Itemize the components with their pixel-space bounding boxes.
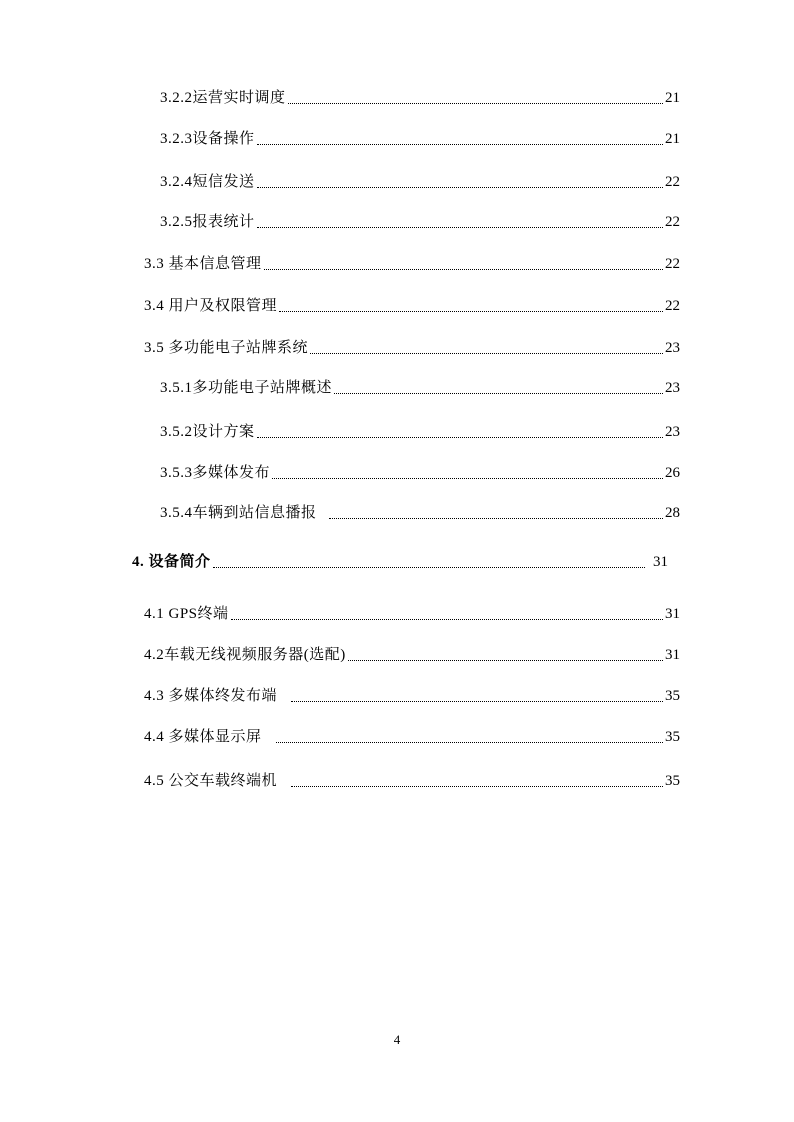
toc-leader-dots: [257, 436, 663, 438]
toc-leader-dots: [291, 700, 663, 702]
toc-entry-label: 3.2.3设备操作: [160, 131, 255, 147]
toc-entry-label: 3.5.2设计方案: [160, 424, 255, 440]
toc-entry-4-3[interactable]: [144, 686, 680, 706]
toc-entry-3-2-5[interactable]: [160, 212, 680, 232]
toc-entry-3-5[interactable]: [144, 338, 680, 358]
toc-entry-label: 4.5 公交车载终端机: [144, 773, 278, 789]
toc-leader-dots: [334, 392, 663, 394]
toc-entry-page: 21: [665, 90, 680, 106]
toc-entry-4-2[interactable]: [144, 645, 680, 665]
toc-entry-label: 3.2.2运营实时调度: [160, 90, 286, 106]
toc-entry-page: 35: [665, 729, 680, 745]
toc-leader-dots: [231, 618, 663, 620]
toc-leader-dots: [276, 741, 663, 743]
toc-leader-dots: [257, 226, 663, 228]
toc-entry-3-5-2[interactable]: [160, 422, 680, 442]
toc-entry-label: 3.4 用户及权限管理: [144, 298, 278, 314]
toc-entry-page: 26: [665, 465, 680, 481]
toc-entry-page: 28: [665, 505, 680, 521]
toc-entry-label: 3.2.5报表统计: [160, 214, 255, 230]
toc-leader-dots: [213, 566, 645, 568]
toc-entry-3-3[interactable]: [144, 254, 680, 274]
toc-entry-page: 31: [665, 606, 680, 622]
toc-entry-label: 3.5.3多媒体发布: [160, 465, 271, 481]
toc-entry-label: 4.2车载无线视频服务器(选配): [144, 647, 346, 663]
toc-entry-label: 4. 设备简介: [132, 554, 211, 570]
page-number: 4: [393, 1032, 401, 1047]
toc-entry-4[interactable]: [132, 552, 668, 572]
toc-entry-label: 4.1 GPS终端: [144, 606, 229, 622]
toc-entry-page: 22: [665, 214, 680, 230]
toc-entry-page: 31: [665, 647, 680, 663]
toc-leader-dots: [257, 186, 663, 188]
toc-entry-3-5-4[interactable]: [160, 503, 680, 523]
toc-entry-label: 4.4 多媒体显示屏: [144, 729, 262, 745]
toc-entry-3-5-3[interactable]: [160, 463, 680, 483]
toc-leader-dots: [288, 102, 663, 104]
toc-leader-dots: [272, 477, 663, 479]
toc-entry-page: 35: [665, 773, 680, 789]
toc-leader-dots: [279, 310, 663, 312]
toc-entry-label: 3.3 基本信息管理: [144, 256, 262, 272]
toc-entry-page: 35: [665, 688, 680, 704]
toc-entry-4-4[interactable]: [144, 727, 680, 747]
toc-entry-label: 3.5 多功能电子站牌系统: [144, 340, 309, 356]
toc-entry-label: 3.5.4车辆到站信息播报: [160, 505, 317, 521]
toc-entry-label: 3.2.4短信发送: [160, 174, 255, 190]
toc-entry-label: 4.3 多媒体终发布端: [144, 688, 278, 704]
toc-leader-dots: [257, 143, 663, 145]
toc-leader-dots: [264, 268, 663, 270]
toc-entry-page: 21: [665, 131, 680, 147]
toc-entry-4-1[interactable]: [144, 604, 680, 624]
toc-entry-page: 22: [665, 174, 680, 190]
toc-entry-page: 23: [665, 340, 680, 356]
toc-leader-dots: [348, 659, 663, 661]
toc-entry-page: 31: [653, 554, 668, 570]
toc-entry-page: 23: [665, 380, 680, 396]
toc-leader-dots: [329, 517, 663, 519]
toc-entry-3-2-2[interactable]: [160, 88, 680, 108]
toc-entry-label: 3.5.1多功能电子站牌概述: [160, 380, 333, 396]
toc-entry-3-2-4[interactable]: [160, 172, 680, 192]
toc-entry-page: 22: [665, 256, 680, 272]
toc-entry-3-4[interactable]: [144, 296, 680, 316]
toc-leader-dots: [310, 352, 663, 354]
toc-entry-3-2-3[interactable]: [160, 129, 680, 149]
toc-entry-page: 23: [665, 424, 680, 440]
toc-entry-4-5[interactable]: [144, 771, 680, 791]
toc-entry-3-5-1[interactable]: [160, 378, 680, 398]
toc-entry-page: 22: [665, 298, 680, 314]
toc-leader-dots: [291, 785, 663, 787]
